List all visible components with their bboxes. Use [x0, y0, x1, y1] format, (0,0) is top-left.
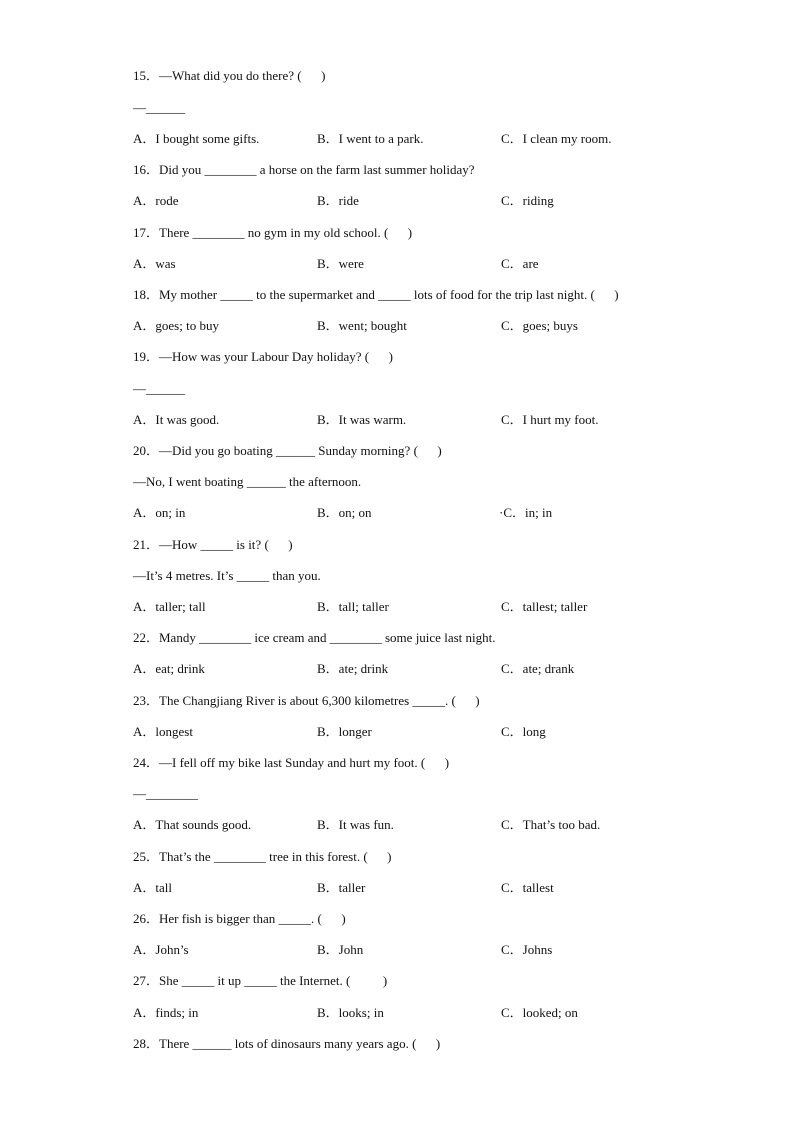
question-20-reply-line: —No, I went boating ______ the afternoon. — [133, 474, 362, 489]
question-26-option-c: C．Johns — [501, 942, 553, 957]
question-26-option-b: B．John — [317, 942, 364, 957]
question-25-stem: 25．That’s the ________ tree in this forest. ( ) — [133, 849, 392, 864]
question-16-option-c: C．riding — [501, 193, 554, 208]
question-24-option-a: A．That sounds good. — [133, 817, 252, 832]
question-16-option-b: B．ride — [317, 193, 359, 208]
question-18-option-b: B．went; bought — [317, 318, 407, 333]
question-27-option-c: C．looked; on — [501, 1005, 578, 1020]
question-19-option-b: B．It was warm. — [317, 412, 407, 427]
question-26-option-a: A．John’s — [133, 942, 189, 957]
question-21-stem: 21．—How _____ is it? ( ) — [133, 537, 293, 552]
question-23-stem: 23．The Changjiang River is about 6,300 kilometres _____. ( ) — [133, 693, 480, 708]
question-19-option-c: C．I hurt my foot. — [501, 412, 599, 427]
question-19-answer-line: —______ — [133, 381, 185, 396]
question-27-stem: 27．She _____ it up _____ the Internet. ( ) — [133, 973, 388, 988]
question-15-option-c: C．I clean my room. — [501, 131, 612, 146]
question-24-option-b: B．It was fun. — [317, 817, 394, 832]
question-18-stem: 18．My mother _____ to the supermarket and _____ lots of food for the trip last night. ( ) — [133, 287, 619, 302]
question-21-reply-line: —It’s 4 metres. It’s _____ than you. — [133, 568, 321, 583]
question-19-stem: 19．—How was your Labour Day holiday? ( ) — [133, 349, 393, 364]
question-24-answer-line: —________ — [133, 786, 198, 801]
question-17-option-b: B．were — [317, 256, 364, 271]
question-20-option-b: B．on; on — [317, 505, 372, 520]
question-15-answer-line: —______ — [133, 100, 185, 115]
question-17-option-c: C．are — [501, 256, 539, 271]
question-15-stem: 15．—What did you do there? ( ) — [133, 68, 326, 83]
question-23-option-a: A．longest — [133, 724, 193, 739]
question-17-option-a: A．was — [133, 256, 176, 271]
question-25-option-a: A．tall — [133, 880, 172, 895]
question-24-option-c: C．That’s too bad. — [501, 817, 601, 832]
question-20-option-c: ·C．in; in — [499, 505, 553, 520]
question-22-option-b: B．ate; drink — [317, 661, 389, 676]
question-15-option-b: B．I went to a park. — [317, 131, 424, 146]
question-26-stem: 26．Her fish is bigger than _____. ( ) — [133, 911, 346, 926]
question-21-option-c: C．tallest; taller — [501, 599, 588, 614]
question-18-option-a: A．goes; to buy — [133, 318, 219, 333]
question-22-option-c: C．ate; drank — [501, 661, 575, 676]
question-15-option-a: A．I bought some gifts. — [133, 131, 260, 146]
question-25-option-b: B．taller — [317, 880, 366, 895]
question-16-option-a: A．rode — [133, 193, 179, 208]
question-20-stem: 20．—Did you go boating ______ Sunday morning? ( ) — [133, 443, 442, 458]
question-22-option-a: A．eat; drink — [133, 661, 205, 676]
question-25-option-c: C．tallest — [501, 880, 554, 895]
question-17-stem: 17．There ________ no gym in my old school. ( ) — [133, 225, 413, 240]
question-20-option-a: A．on; in — [133, 505, 186, 520]
question-24-stem: 24．—I fell off my bike last Sunday and hurt my foot. ( ) — [133, 755, 450, 770]
question-16-stem: 16．Did you ________ a horse on the farm last summer holiday? — [133, 162, 475, 177]
question-19-option-a: A．It was good. — [133, 412, 220, 427]
question-21-option-b: B．tall; taller — [317, 599, 389, 614]
question-22-stem: 22．Mandy ________ ice cream and ________ some juice last night. — [133, 630, 496, 645]
question-18-option-c: C．goes; buys — [501, 318, 578, 333]
question-27-option-b: B．looks; in — [317, 1005, 384, 1020]
question-23-option-c: C．long — [501, 724, 546, 739]
question-27-option-a: A．finds; in — [133, 1005, 199, 1020]
question-21-option-a: A．taller; tall — [133, 599, 206, 614]
question-28-stem: 28．There ______ lots of dinosaurs many years ago. ( ) — [133, 1036, 441, 1051]
question-23-option-b: B．longer — [317, 724, 372, 739]
